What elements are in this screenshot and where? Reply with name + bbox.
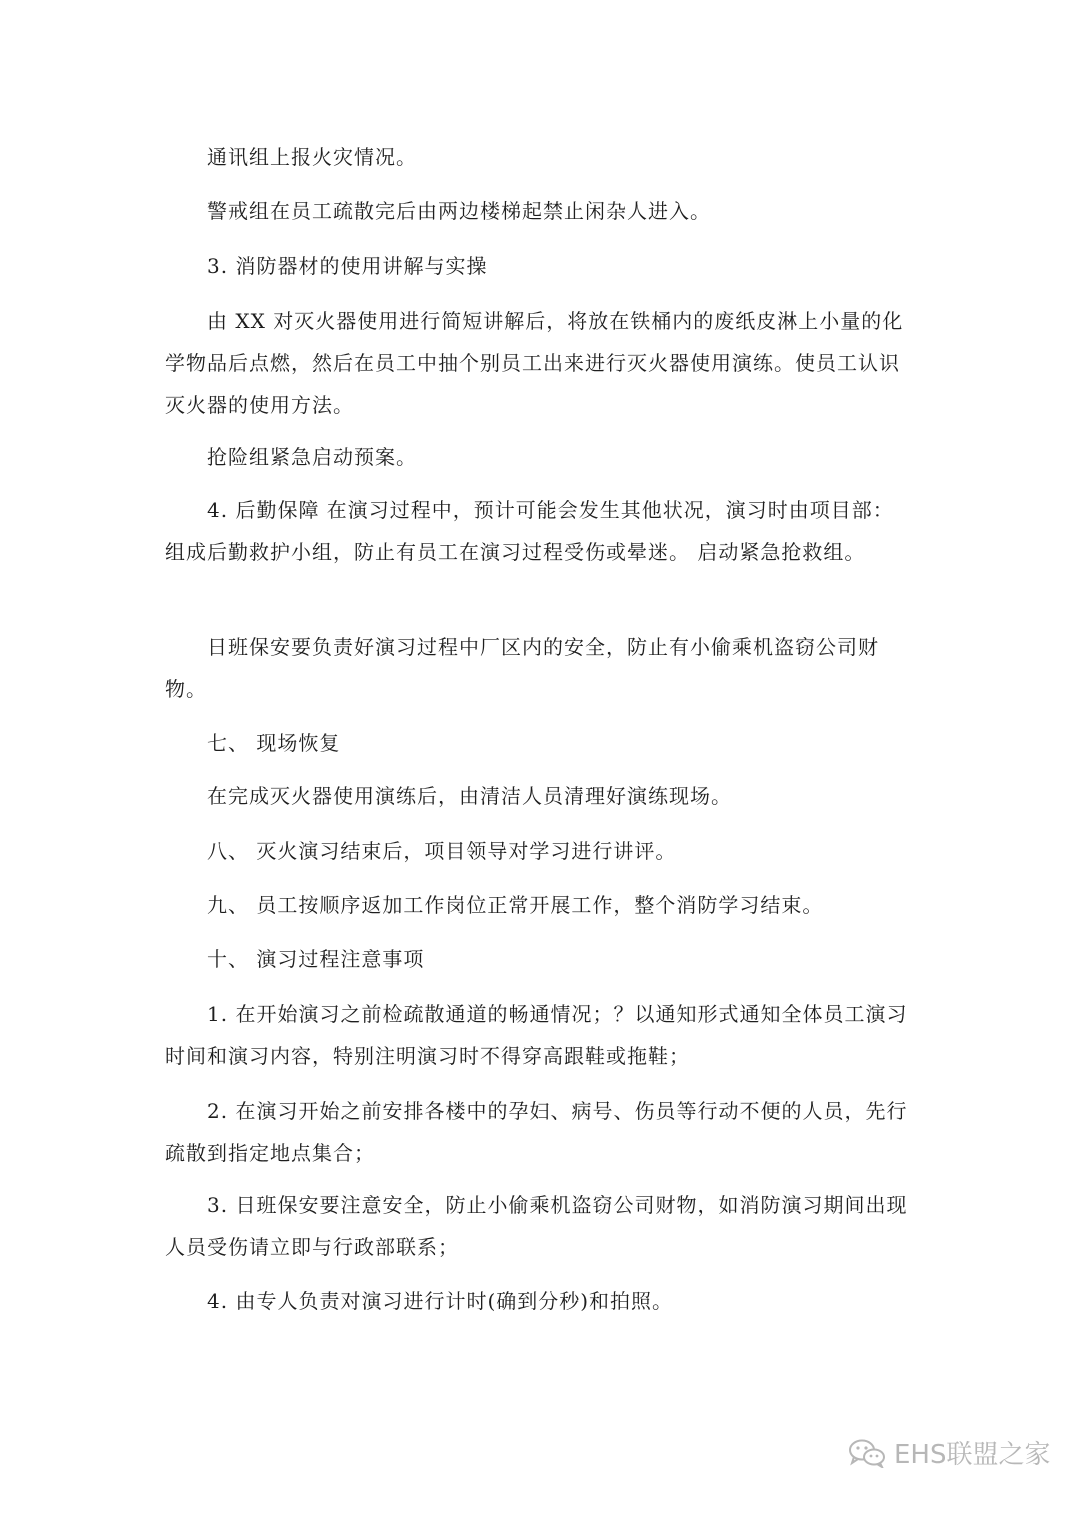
paragraph-7: 日班保安要负责好演习过程中厂区内的安全，防止有小偷乘机盗窃公司财物。 [165, 635, 879, 701]
paragraph-4: 由 XX 对灭火器使用进行简短讲解后，将放在铁桶内的废纸皮淋上小量的化学物品后点燃，然后在员工中抽个别员工出来进行灭火器使用演练。使员工认识灭火器的使用方法。 [165, 309, 904, 417]
watermark-text: EHS联盟之家 [894, 1440, 1051, 1470]
paragraph-2: 警戒组在员工疏散完后由两边楼梯起禁止闲杂人进入。 [207, 199, 711, 223]
paragraph-5: 抢险组紧急启动预案。 [207, 445, 417, 469]
paragraph-10: 八、 灭火演习结束后，项目领导对学习进行讲评。 [207, 839, 677, 863]
paragraph-8: 七、 现场恢复 [207, 731, 341, 755]
paragraph-9: 在完成灭火器使用演练后，由清洁人员清理好演练现场。 [207, 784, 732, 808]
paragraph-12: 十、 演习过程注意事项 [207, 947, 425, 971]
wechat-icon [848, 1438, 886, 1468]
paragraph-1: 通讯组上报火灾情况。 [207, 145, 417, 169]
watermark [848, 1434, 1050, 1471]
paragraph-11: 九、 员工按顺序返加工作岗位正常开展工作，整个消防学习结束。 [207, 893, 824, 917]
paragraph-16: 4. 由专人负责对演习进行计时(确到分秒)和拍照。 [207, 1289, 674, 1313]
paragraph-14: 2. 在演习开始之前安排各楼中的孕妇、病号、伤员等行动不便的人员，先行疏散到指定地点集合； [165, 1099, 908, 1165]
paragraph-15: 3. 日班保安要注意安全，防止小偷乘机盗窃公司财物，如消防演习期间出现人员受伤请立即与行政部联系； [165, 1193, 908, 1259]
paragraph-6: 4. 后勤保障 在演习过程中，预计可能会发生其他状况，演习时由项目部： 组成后勤救护小组，防止有员工在演习过程受伤或晕迷。 启动紧急抢救组。 [165, 498, 894, 564]
paragraph-3: 3. 消防器材的使用讲解与实操 [207, 254, 488, 278]
paragraph-13: 1. 在开始演习之前检疏散通道的畅通情况；？以通知形式通知全体员工演习时间和演习内容，特别注明演习时不得穿高跟鞋或拖鞋； [165, 1002, 908, 1068]
